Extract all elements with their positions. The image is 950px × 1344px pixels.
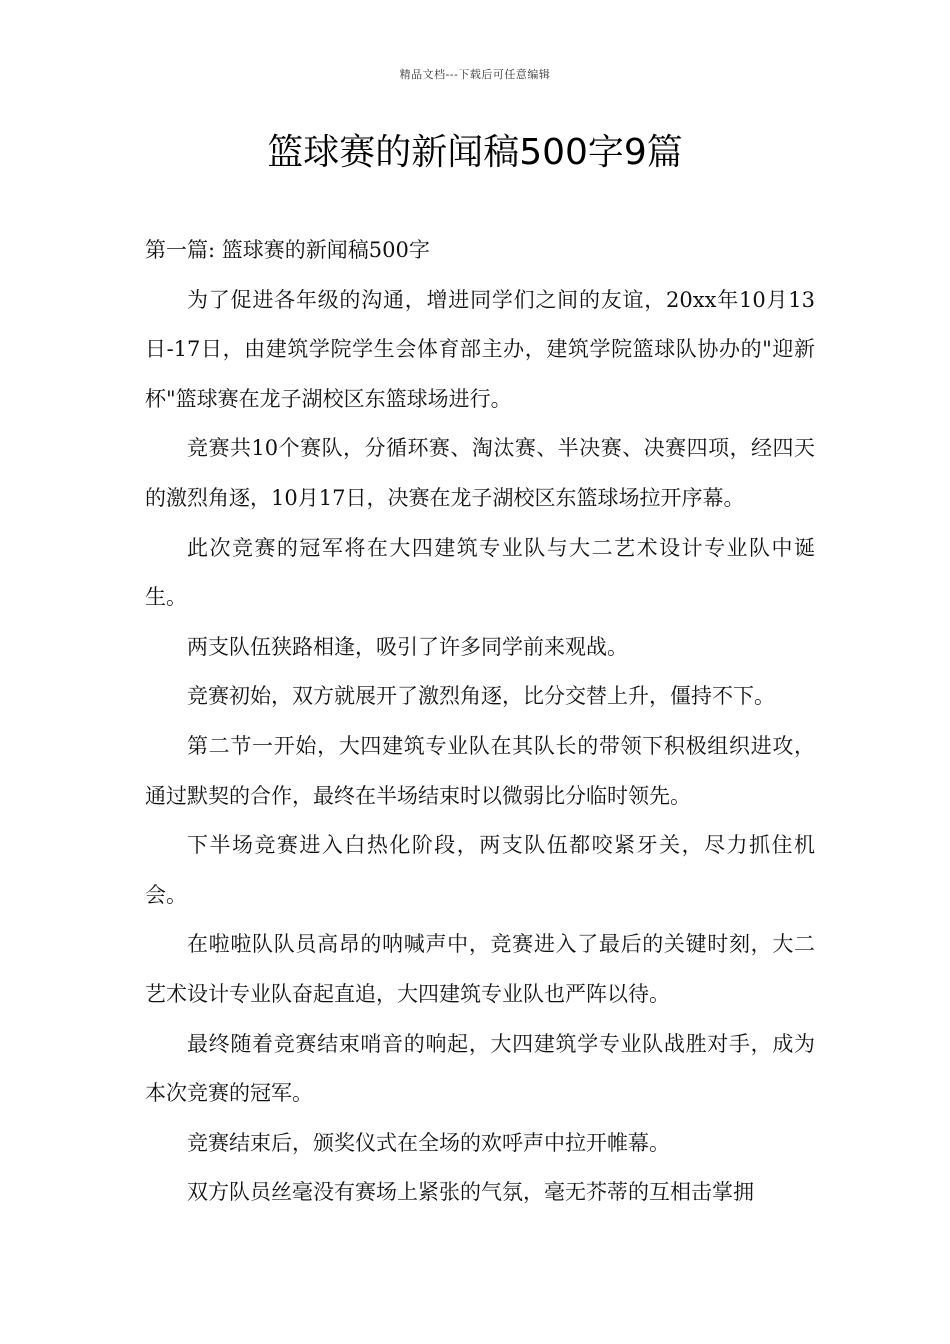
paragraph: 此次竞赛的冠军将在大四建筑专业队与大二艺术设计专业队中诞生。 (145, 535, 815, 610)
document-body (145, 226, 815, 1218)
paragraph: 在啦啦队队员高昂的呐喊声中，竞赛进入了最后的关键时刻，大二艺术设计专业队奋起直追，大四建筑专业队也严阵以待。 (145, 932, 815, 1006)
paragraph: 为了促进各年级的沟通，增进同学们之间的友谊，20xx年10月13日-17日，由建筑学院学生会体育部主办，建筑学院篮球队协办的"迎新杯"篮球赛在龙子湖校区东篮球场进行。 (145, 287, 815, 411)
document-title: 篮球赛的新闻稿500字9篇 (267, 132, 683, 173)
paragraph: 竞赛结束后，颁奖仪式在全场的欢呼声中拉开帷幕。 (187, 1130, 670, 1155)
paragraph: 第二节一开始，大四建筑专业队在其队长的带领下积极组织进攻，通过默契的合作，最终在半场结束时以微弱比分临时领先。 (145, 733, 815, 808)
paragraph: 双方队员丝毫没有赛场上紧张的气氛，毫无芥蒂的互相击掌拥 (187, 1180, 754, 1205)
paragraph: 下半场竞赛进入白热化阶段，两支队伍都咬紧牙关，尽力抓住机会。 (145, 833, 815, 907)
section-heading: 第一篇: 篮球赛的新闻稿500字 (145, 238, 430, 262)
paragraph: 竞赛共10个赛队，分循环赛、淘汰赛、半决赛、决赛四项，经四天的激烈角逐，10月17日，决赛在龙子湖校区东篮球场拉开序幕。 (145, 436, 815, 510)
paragraph: 两支队伍狭路相逢，吸引了许多同学前来观战。 (187, 634, 628, 659)
paragraph: 竞赛初始，双方就展开了激烈角逐，比分交替上升，僵持不下。 (187, 684, 775, 709)
paragraph: 最终随着竞赛结束哨音的响起，大四建筑学专业队战胜对手，成为本次竞赛的冠军。 (145, 1031, 815, 1106)
header-note: 精品文档---下载后可任意编辑 (399, 68, 551, 81)
